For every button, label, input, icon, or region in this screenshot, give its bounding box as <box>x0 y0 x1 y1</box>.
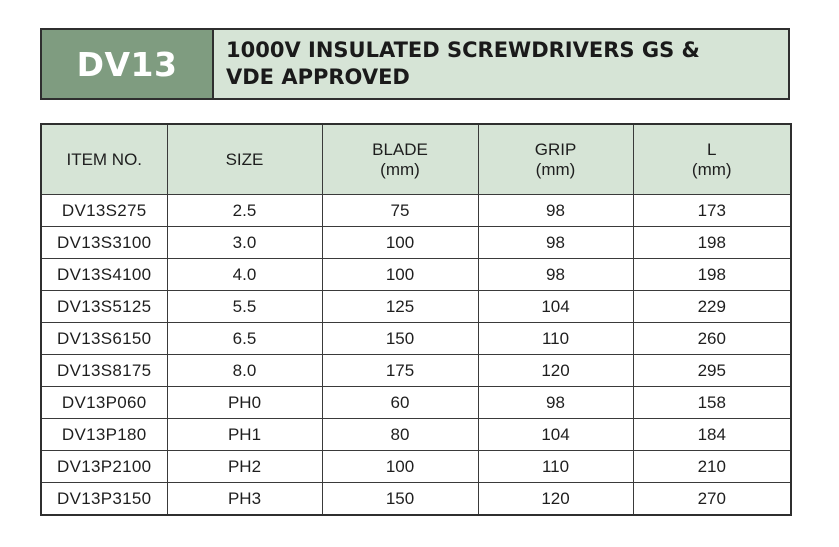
cell-grip: 98 <box>478 195 633 227</box>
cell-blade: 75 <box>322 195 478 227</box>
cell-length: 173 <box>633 195 791 227</box>
cell-grip: 104 <box>478 291 633 323</box>
cell-blade: 125 <box>322 291 478 323</box>
product-title: 1000V INSULATED SCREWDRIVERS GS & VDE APPROVED <box>226 38 700 89</box>
table-row <box>41 195 791 227</box>
cell-grip: 104 <box>478 419 633 451</box>
column-header-label: BLADE <box>372 139 428 159</box>
column-header-unit: (mm) <box>691 159 732 179</box>
cell-length: 158 <box>633 387 791 419</box>
cell-blade: 150 <box>322 323 478 355</box>
table-row <box>41 355 791 387</box>
table-row <box>41 227 791 259</box>
table-header-row <box>41 124 791 195</box>
cell-size: 2.5 <box>167 195 322 227</box>
cell-grip: 98 <box>478 387 633 419</box>
cell-item-no: DV13P3150 <box>41 483 167 516</box>
column-header-item-no <box>41 124 167 195</box>
cell-item-no: DV13S5125 <box>41 291 167 323</box>
cell-length: 198 <box>633 227 791 259</box>
column-header-grip <box>478 124 633 195</box>
cell-blade: 100 <box>322 227 478 259</box>
table-row <box>41 451 791 483</box>
cell-length: 229 <box>633 291 791 323</box>
column-header-unit: (mm) <box>380 159 420 179</box>
cell-item-no: DV13S8175 <box>41 355 167 387</box>
cell-blade: 175 <box>322 355 478 387</box>
column-header-size <box>167 124 322 195</box>
cell-grip: 110 <box>478 323 633 355</box>
cell-length: 210 <box>633 451 791 483</box>
table-row <box>41 387 791 419</box>
cell-blade: 100 <box>322 451 478 483</box>
cell-grip: 120 <box>478 483 633 516</box>
column-header-blade <box>322 124 478 195</box>
cell-blade: 60 <box>322 387 478 419</box>
cell-size: PH0 <box>167 387 322 419</box>
cell-size: PH2 <box>167 451 322 483</box>
cell-size: 5.5 <box>167 291 322 323</box>
cell-grip: 110 <box>478 451 633 483</box>
cell-item-no: DV13S3100 <box>41 227 167 259</box>
cell-item-no: DV13S6150 <box>41 323 167 355</box>
cell-item-no: DV13P2100 <box>41 451 167 483</box>
cell-blade: 100 <box>322 259 478 291</box>
column-header-label: ITEM NO. <box>66 149 143 169</box>
product-code: DV13 <box>42 30 214 98</box>
column-header-length <box>633 124 791 195</box>
cell-item-no: DV13S4100 <box>41 259 167 291</box>
spec-table <box>40 123 792 516</box>
column-header-unit: (mm) <box>535 159 576 179</box>
table-row <box>41 323 791 355</box>
cell-grip: 120 <box>478 355 633 387</box>
product-header <box>40 28 790 100</box>
column-header-label: GRIP <box>534 139 577 159</box>
cell-length: 260 <box>633 323 791 355</box>
cell-item-no: DV13P060 <box>41 387 167 419</box>
table-row <box>41 483 791 516</box>
cell-length: 270 <box>633 483 791 516</box>
table-row <box>41 259 791 291</box>
cell-size: 3.0 <box>167 227 322 259</box>
cell-item-no: DV13P180 <box>41 419 167 451</box>
column-header-label: L <box>707 139 717 159</box>
table-row <box>41 419 791 451</box>
cell-size: 4.0 <box>167 259 322 291</box>
cell-grip: 98 <box>478 227 633 259</box>
cell-size: 8.0 <box>167 355 322 387</box>
cell-size: PH1 <box>167 419 322 451</box>
cell-blade: 80 <box>322 419 478 451</box>
cell-size: PH3 <box>167 483 322 516</box>
column-header-label: SIZE <box>225 149 264 169</box>
cell-grip: 98 <box>478 259 633 291</box>
cell-length: 184 <box>633 419 791 451</box>
cell-length: 295 <box>633 355 791 387</box>
cell-size: 6.5 <box>167 323 322 355</box>
table-row <box>41 291 791 323</box>
cell-item-no: DV13S275 <box>41 195 167 227</box>
cell-length: 198 <box>633 259 791 291</box>
cell-blade: 150 <box>322 483 478 516</box>
